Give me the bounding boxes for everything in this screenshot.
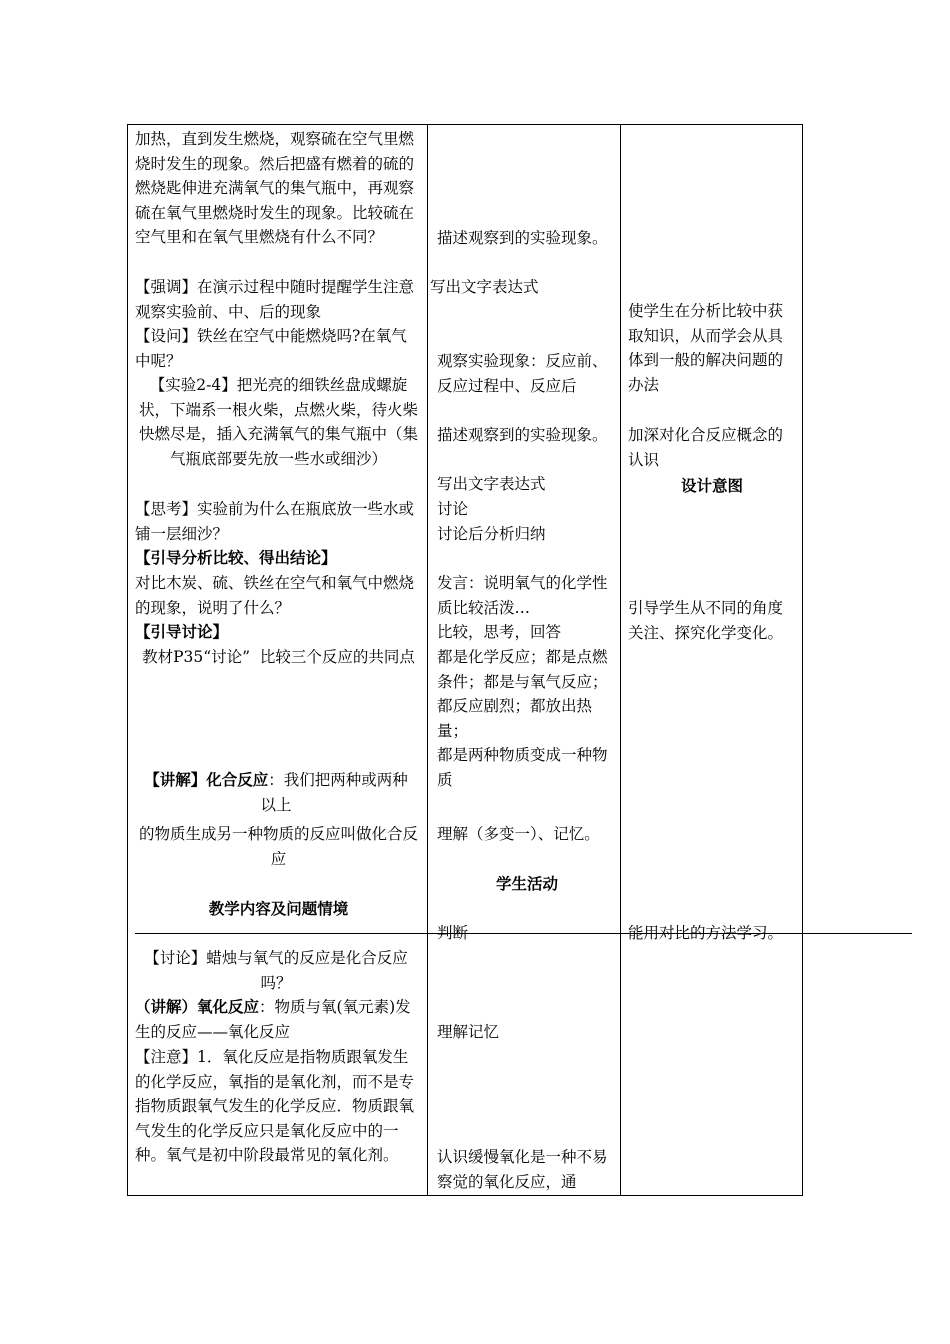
col3-intent-1: 使学生在分析比较中获取知识，从而学会从具体到一般的解决问题的办法 [628,302,784,394]
col1-note-oxidation: 【注意】1．氧化反应是指物质跟氧发生的化学反应，氧指的是氧化剂，而不是专指物质跟氧气发生的化学反应．物质跟氧气发生的化学反应只是氧化反应中的一种。氧气是初中阶段最常见的氧化剂。 [135,1048,415,1165]
column-divider-1 [427,124,428,1196]
col1-think: 【思考】实验前为什么在瓶底放一些水或铺一层细沙？ [135,500,415,543]
col1-guide-analysis-heading: 【引导分析比较、得出结论】 [135,549,337,567]
col3-header: 设计意图 [680,477,743,495]
col1-explain-oxidation-text: ：物质与氧(氧元素)发生的反应——氧化反应 [135,998,411,1041]
col3-intent-3: 引导学生从不同的角度关注、探究化学变化。 [628,599,784,642]
col1-explain-oxidation-label: （讲解）氧化反应 [135,998,260,1016]
col1-guide-discussion-heading: 【引导讨论】 [135,623,229,641]
col3-intent-4: 能用对比的方法学习。 [628,924,784,942]
col1-experiment-2-4: 【实验2-4】把光亮的细铁丝盘成螺旋状，下端系一根火柴，点燃火柴，待火柴快燃尽是，插入充满氧气的集气瓶中（集气瓶底部要先放一些水或细沙） [138,376,418,468]
col2-common-points: 都是化学反应；都是点燃条件；都是与氧气反应；都反应剧烈；都放出热量； [437,648,608,740]
col2-judge: 判断 [437,924,469,942]
col1-explain-oxidation [135,995,422,1044]
col1-compare-combustion: 对比木炭、硫、铁丝在空气和氧气中燃烧的现象，说明了什么？ [135,574,415,617]
col2-speak: 发言：说明氧气的化学性质比较活泼… [437,574,608,617]
column-divider-2 [620,124,621,1196]
col2-write-expression-1: 写出文字表达式 [430,278,539,296]
col3-intent-2: 加深对化合反应概念的认识 [628,426,784,469]
col2-slow-oxidation: 认识缓慢氧化是一种不易察觉的氧化反应，通 [437,1148,608,1191]
col1-sulfur-experiment: 加热，直到发生燃烧，观察硫在空气里燃烧时发生的现象。然后把盛有燃着的硫的燃烧匙伸进充满氧气的集气瓶中，再观察硫在氧气里燃烧时发生的现象。比较硫在空气里和在氧气里燃烧有什么不同？ [135,130,415,247]
col1-textbook-discussion: 教材P35“讨论” 比较三个反应的共同点 [142,648,415,666]
col1-emphasis: 【强调】在演示过程中随时提醒学生注意观察实验前、中、后的现象 [135,278,415,321]
col2-understand-memory: 理解记忆 [437,1023,500,1041]
col1-candle-discussion: 【讨论】蜡烛与氧气的反应是化合反应吗？ [144,949,408,992]
col2-two-into-one: 都是两种物质变成一种物质 [437,746,608,789]
col1-combination-definition: 的物质生成另一种物质的反应叫做化合反应 [138,825,418,868]
col1-explain-combination [140,768,412,817]
col2-compare-answer: 比较，思考，回答 [437,623,562,641]
col1-header: 教学内容及问题情境 [208,900,349,918]
col2-describe-2: 描述观察到的实验现象。 [437,426,608,444]
col2-discuss-summarize: 讨论后分析归纳 [437,525,546,543]
col2-discuss: 讨论 [437,500,469,518]
col2-understand-memorize: 理解（多变一）、记忆。 [437,825,600,843]
col1-question-iron: 【设问】铁丝在空气中能燃烧吗?在氧气中呢？ [135,327,407,370]
col2-describe-1: 描述观察到的实验现象。 [437,229,608,247]
col1-explain-combination-label: 【讲解】化合反应 [144,771,269,789]
col2-write-expression-2: 写出文字表达式 [437,475,546,493]
col1-explain-combination-text: ：我们把两种或两种以上 [260,771,408,814]
col2-observe: 观察实验现象：反应前、反应过程中、反应后 [437,352,608,395]
col2-header: 学生活动 [495,875,558,893]
